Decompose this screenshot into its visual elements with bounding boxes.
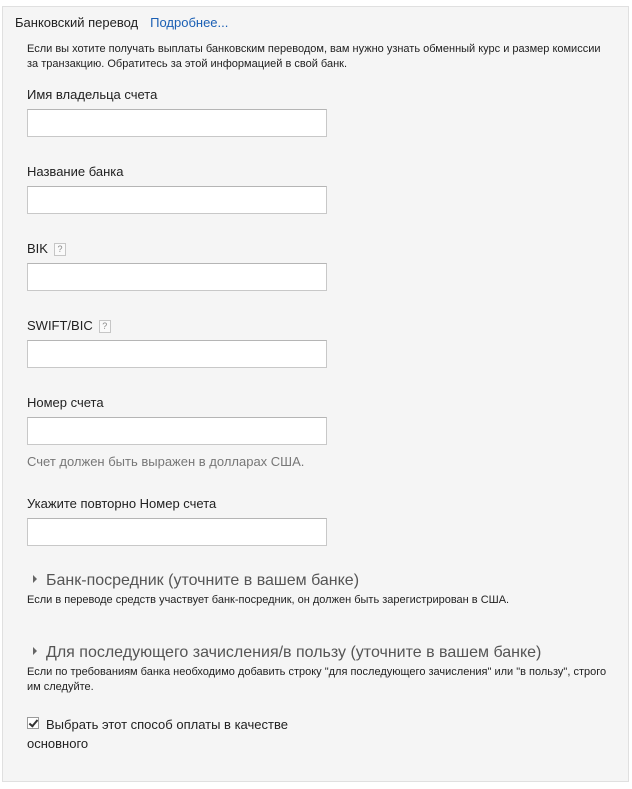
intermediary-bank-note: Если в переводе средств участвует банк-посредник, он должен быть зарегистрирован в США. — [27, 594, 510, 606]
default-payment-checkbox[interactable] — [27, 717, 39, 729]
bik-label: BIK — [27, 241, 48, 256]
caret-right-icon — [33, 647, 37, 655]
account-currency-hint: Счет должен быть выражен в долларах США. — [27, 454, 305, 469]
bank-transfer-panel — [2, 6, 629, 782]
section-title: Банковский перевод — [15, 15, 139, 30]
default-payment-label: Выбрать этот способ оплаты в качестве основного — [27, 717, 288, 751]
swift-help-icon[interactable]: ? — [99, 320, 111, 333]
bik-help-icon[interactable]: ? — [54, 243, 66, 256]
account-number-label: Номер счета — [27, 395, 104, 410]
further-credit-expander[interactable] — [33, 644, 541, 662]
intro-text: Если вы хотите получать выплаты банковским переводом, вам нужно узнать обменный курс и размер комиссии за транзакцию. Обратитесь за этой информацией в свой банк. — [27, 43, 601, 70]
owner-name-label: Имя владельца счета — [27, 87, 158, 102]
section-header — [15, 15, 228, 30]
swift-label: SWIFT/BIC — [27, 318, 93, 333]
owner-name-input[interactable] — [27, 109, 327, 137]
further-credit-label: Для последующего зачисления/в пользу (уточните в вашем банке) — [46, 644, 542, 661]
bik-input[interactable] — [27, 263, 327, 291]
bik-label-row — [27, 241, 66, 256]
bank-name-input[interactable] — [27, 186, 327, 214]
caret-right-icon — [33, 575, 37, 583]
account-repeat-label: Укажите повторно Номер счета — [27, 496, 217, 511]
more-info-link[interactable]: Подробнее... — [150, 15, 229, 30]
swift-label-row — [27, 318, 111, 333]
intermediary-bank-label: Банк-посредник (уточните в вашем банке) — [46, 572, 360, 589]
account-repeat-input[interactable] — [27, 518, 327, 546]
bank-name-label: Название банка — [27, 164, 124, 179]
intermediary-bank-expander[interactable] — [33, 572, 359, 590]
further-credit-note: Если по требованиям банка необходимо добавить строку "для последующего зачисления" или "в пользу", строго им следуйте. — [27, 666, 607, 693]
default-payment-option[interactable] — [27, 715, 327, 753]
account-number-input[interactable] — [27, 417, 327, 445]
swift-input[interactable] — [27, 340, 327, 368]
